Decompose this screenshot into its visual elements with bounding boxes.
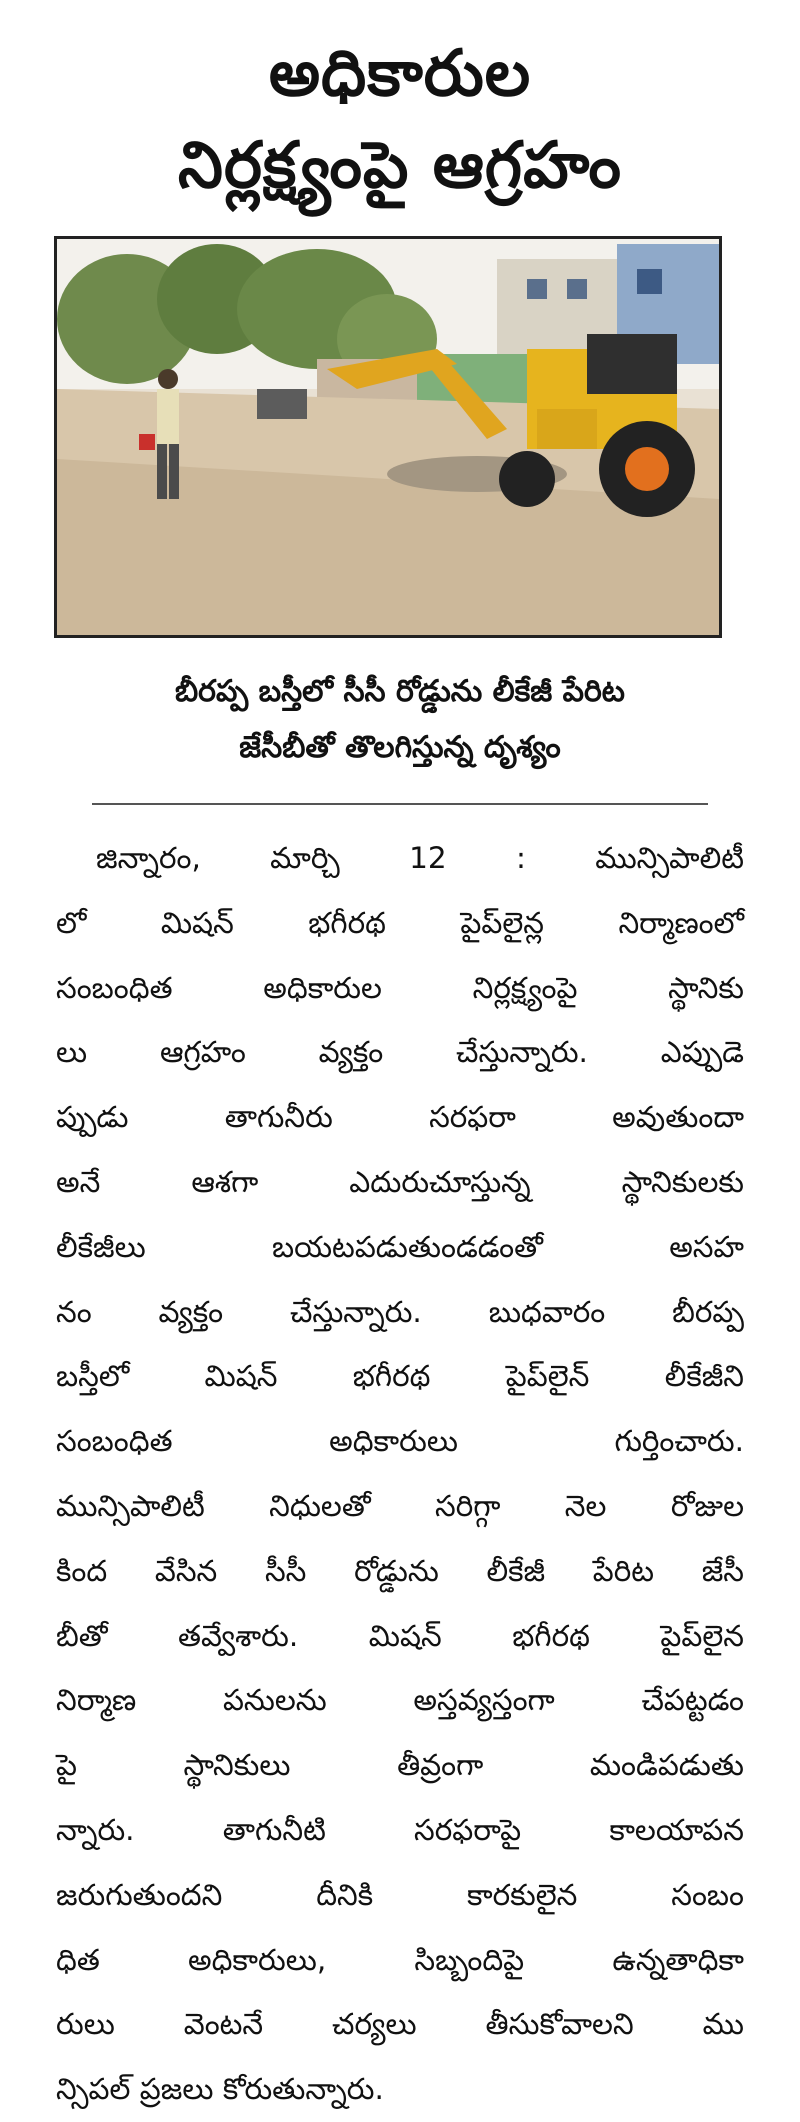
body-line: జిన్నారం, మార్చి 12 : మున్సిపాలిటీ xyxy=(96,841,744,875)
headline-line-1: అధికారుల xyxy=(268,37,532,111)
body-line: న్సిపల్ ప్రజలు కోరుతున్నారు. xyxy=(56,2072,384,2107)
caption-line-1: బీరప్ప బస్తీలో సీసీ రోడ్డును లీకేజీ పేరిట xyxy=(175,674,625,709)
body-line: రులు వెంటనే చర్యలు తీసుకోవాలని ము xyxy=(56,2007,744,2042)
headline-line-2: నిర్లక్ష్యంపై ఆగ్రహం xyxy=(178,129,622,203)
body-line: న్నారు. తాగునీటి సరఫరాపై కాలయాపన xyxy=(56,1812,744,1847)
body-line: లీకేజీలు బయటపడుతుండడంతో అసహ xyxy=(56,1229,744,1264)
headline xyxy=(0,28,800,212)
body-line: బస్తీలో మిషన్ భగీరథ పైప్‌లైన్ లీకేజీని xyxy=(56,1359,744,1394)
body-line: కింద వేసిన సీసీ రోడ్డును లీకేజీ పేరిట జేసీ xyxy=(56,1553,744,1588)
body-line: లో మిషన్ భగీరథ పైప్‌లైన్ల నిర్మాణంలో xyxy=(56,905,744,940)
body-line: బీతో తవ్వేశారు. మిషన్ భగీరథ పైప్‌లైన xyxy=(56,1618,744,1653)
body-line: జరుగుతుందని దీనికి కారకులైన సంబం xyxy=(56,1877,744,1912)
body-line: ప్పుడు తాగునీరు సరఫరా అవుతుందా xyxy=(56,1100,744,1135)
body-line: సంబంధిత అధికారుల నిర్లక్ష్యంపై స్థానికు xyxy=(56,970,744,1005)
article-body xyxy=(56,826,744,2122)
news-photo xyxy=(54,236,722,638)
body-line: లు ఆగ్రహం వ్యక్తం చేస్తున్నారు. ఎప్పుడె xyxy=(56,1035,744,1070)
body-line: నం వ్యక్తం చేస్తున్నారు. బుధవారం బీరప్ప xyxy=(56,1294,744,1329)
divider xyxy=(92,803,708,805)
body-line: మున్సిపాలిటీ నిధులతో సరిగ్గా నెల రోజుల xyxy=(56,1488,744,1523)
road-excavation-photo xyxy=(57,239,719,635)
body-line: పై స్థానికులు తీవ్రంగా మండిపడుతు xyxy=(56,1748,744,1783)
body-line: అనే ఆశగా ఎదురుచూస్తున్న స్థానికులకు xyxy=(56,1164,744,1199)
body-line: సంబంధిత అధికారులు గుర్తించారు. xyxy=(56,1424,744,1459)
photo-caption xyxy=(40,664,760,776)
body-line: ధిత అధికారులు, సిబ్బందిపై ఉన్నతాధికా xyxy=(56,1942,744,1977)
body-line: నిర్మాణ పనులను అస్తవ్యస్తంగా చేపట్టడం xyxy=(56,1683,744,1718)
caption-line-2: జేసీబీతో తొలగిస్తున్న దృశ్యం xyxy=(239,730,561,765)
